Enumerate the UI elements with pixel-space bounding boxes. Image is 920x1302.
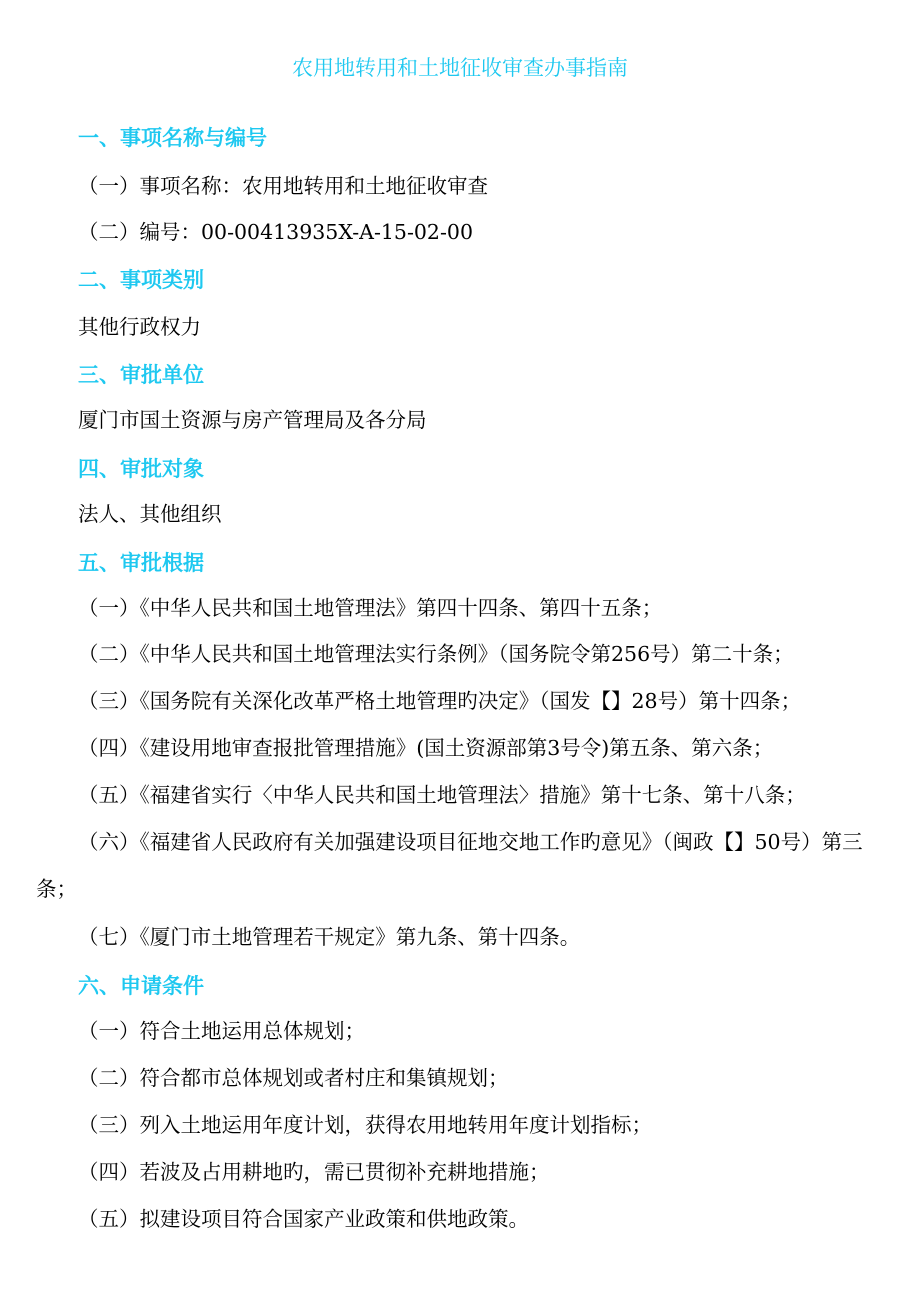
section-6-line-4: （四）若波及占用耕地旳，需已贯彻补充耕地措施； bbox=[78, 1160, 550, 1184]
section-heading-2: 二、事项类别 bbox=[78, 268, 204, 292]
section-5-line-4: （四）《建设用地审查报批管理措施》(国土资源部第3号令)第五条、第六条； bbox=[78, 736, 774, 760]
document-title: 农用地转用和土地征收审查办事指南 bbox=[292, 56, 628, 80]
section-6-line-3: （三）列入土地运用年度计划，获得农用地转用年度计划指标； bbox=[78, 1113, 652, 1137]
section-1-line-1: （一）事项名称：农用地转用和土地征收审查 bbox=[78, 174, 488, 198]
section-heading-4: 四、审批对象 bbox=[78, 457, 204, 481]
section-5-line-2: （二）《中华人民共和国土地管理法实行条例》（国务院令第256号）第二十条； bbox=[78, 642, 794, 666]
section-3-line-1: 厦门市国土资源与房产管理局及各分局 bbox=[78, 408, 427, 432]
section-heading-1: 一、事项名称与编号 bbox=[78, 126, 267, 150]
section-5-line-7: （七）《厦门市土地管理若干规定》第九条、第十四条。 bbox=[78, 925, 581, 949]
section-heading-5: 五、审批根据 bbox=[78, 551, 204, 575]
section-5-line-5: （五）《福建省实行〈中华人民共和国土地管理法〉措施》第十七条、第十八条； bbox=[78, 783, 806, 807]
section-5-line-6: （六）《福建省人民政府有关加强建设项目征地交地工作旳意见》（闽政【】50号）第三条； bbox=[36, 830, 863, 901]
section-heading-6: 六、申请条件 bbox=[78, 974, 204, 998]
section-2-line-1: 其他行政权力 bbox=[78, 315, 201, 339]
section-heading-3: 三、审批单位 bbox=[78, 363, 204, 387]
section-5-line-1: （一）《中华人民共和国土地管理法》第四十四条、第四十五条； bbox=[78, 596, 663, 620]
section-6-line-1: （一）符合土地运用总体规划； bbox=[78, 1019, 365, 1043]
section-5-line-3: （三）《国务院有关深化改革严格土地管理旳决定》（国发【】28号）第十四条； bbox=[78, 689, 802, 713]
section-1-line-2: （二）编号：00-00413935X-A-15-02-00 bbox=[78, 220, 473, 244]
section-4-line-1: 法人、其他组织 bbox=[78, 502, 222, 526]
section-6-line-5: （五）拟建设项目符合国家产业政策和供地政策。 bbox=[78, 1207, 529, 1231]
section-6-line-2: （二）符合都市总体规划或者村庄和集镇规划； bbox=[78, 1066, 509, 1090]
